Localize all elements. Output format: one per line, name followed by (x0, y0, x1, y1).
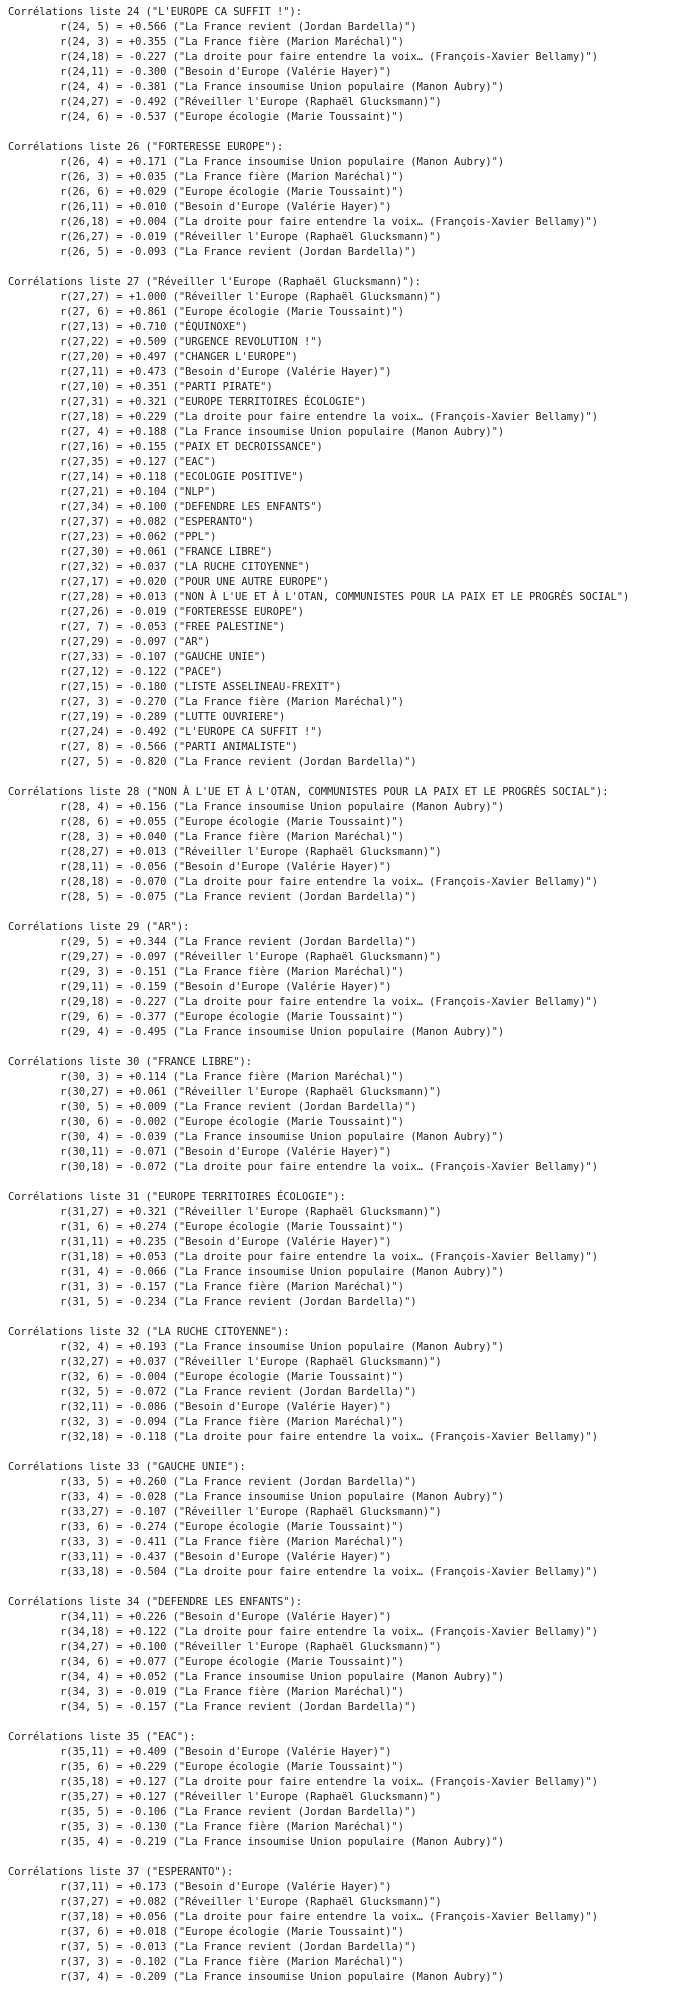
block-header: Corrélations liste 27 ("Réveiller l'Europe (Raphaël Glucksmann)"): (8, 276, 421, 288)
correlation-line: r(27,28) = +0.013 ("NON À L'UE ET À L'OTAN, COMMUNISTES POUR LA PAIX ET LE PROGRÈS SOCIAL") (60, 591, 630, 603)
block-header: Corrélations liste 24 ("L'EUROPE CA SUFFIT !"): (8, 6, 303, 18)
correlation-line: r(27, 7) = -0.053 ("FREE PALESTINE") (60, 621, 286, 633)
block-header: Corrélations liste 31 ("EUROPE TERRITOIRES ÉCOLOGIE"): (8, 1191, 346, 1203)
correlation-line: r(27,37) = +0.082 ("ESPERANTO") (60, 516, 254, 528)
block-header: Corrélations liste 33 ("GAUCHE UNIE"): (8, 1461, 246, 1473)
correlation-line: r(27, 4) = +0.188 ("La France insoumise Union populaire (Manon Aubry)") (60, 426, 505, 438)
correlation-line: r(27, 3) = -0.270 ("La France fière (Marion Maréchal)") (60, 696, 405, 708)
correlation-line: r(28,11) = -0.056 ("Besoin d'Europe (Valérie Hayer)") (60, 861, 392, 873)
correlation-line: r(34, 4) = +0.052 ("La France insoumise Union populaire (Manon Aubry)") (60, 1671, 505, 1683)
correlation-line: r(29,11) = -0.159 ("Besoin d'Europe (Valérie Hayer)") (60, 981, 392, 993)
correlation-line: r(29, 5) = +0.344 ("La France revient (Jordan Bardella)") (60, 936, 417, 948)
correlation-line: r(28,27) = +0.013 ("Réveiller l'Europe (Raphaël Glucksmann)") (60, 846, 442, 858)
correlation-line: r(27,23) = +0.062 ("PPL") (60, 531, 217, 543)
correlation-listing (8, 5, 629, 2000)
correlation-line: r(27,22) = +0.509 ("URGENCE REVOLUTION !") (60, 336, 323, 348)
correlation-line: r(37, 3) = -0.102 ("La France fière (Marion Maréchal)") (60, 1956, 405, 1968)
correlation-line: r(24,11) = -0.300 ("Besoin d'Europe (Valérie Hayer)") (60, 66, 392, 78)
correlation-line: r(27,18) = +0.229 ("La droite pour faire entendre la voix… (François-Xavier Bellamy)") (60, 411, 598, 423)
correlation-line: r(27, 8) = -0.566 ("PARTI ANIMALISTE") (60, 741, 298, 753)
correlation-line: r(35,11) = +0.409 ("Besoin d'Europe (Valérie Hayer)") (60, 1746, 392, 1758)
correlation-line: r(27,13) = +0.710 ("ÉQUINOXE") (60, 321, 248, 333)
correlation-line: r(35,18) = +0.127 ("La droite pour faire entendre la voix… (François-Xavier Bellamy)") (60, 1776, 598, 1788)
correlation-line: r(24, 6) = -0.537 ("Europe écologie (Marie Toussaint)") (60, 111, 405, 123)
correlation-block (8, 920, 629, 1040)
correlation-line: r(31, 5) = -0.234 ("La France revient (Jordan Bardella)") (60, 1296, 417, 1308)
correlation-line: r(26, 5) = -0.093 ("La France revient (Jordan Bardella)") (60, 246, 417, 258)
correlation-block (8, 785, 629, 905)
correlation-line: r(30,18) = -0.072 ("La droite pour faire entendre la voix… (François-Xavier Bellamy)") (60, 1161, 598, 1173)
correlation-line: r(27,27) = +1.000 ("Réveiller l'Europe (Raphaël Glucksmann)") (60, 291, 442, 303)
correlation-line: r(33,11) = -0.437 ("Besoin d'Europe (Valérie Hayer)") (60, 1551, 392, 1563)
correlation-block (8, 1865, 629, 1985)
correlation-line: r(27, 5) = -0.820 ("La France revient (Jordan Bardella)") (60, 756, 417, 768)
correlation-line: r(26,18) = +0.004 ("La droite pour faire entendre la voix… (François-Xavier Bellamy)") (60, 216, 598, 228)
correlation-block (8, 1055, 629, 1175)
correlation-line: r(30, 3) = +0.114 ("La France fière (Marion Maréchal)") (60, 1071, 405, 1083)
correlation-block (8, 140, 629, 260)
correlation-line: r(37, 4) = -0.209 ("La France insoumise Union populaire (Manon Aubry)") (60, 1971, 505, 1983)
correlation-line: r(27,12) = -0.122 ("PACE") (60, 666, 223, 678)
correlation-line: r(34, 6) = +0.077 ("Europe écologie (Marie Toussaint)") (60, 1656, 405, 1668)
correlation-block (8, 5, 629, 125)
correlation-line: r(30,27) = +0.061 ("Réveiller l'Europe (Raphaël Glucksmann)") (60, 1086, 442, 1098)
correlation-line: r(24, 4) = -0.381 ("La France insoumise Union populaire (Manon Aubry)") (60, 81, 505, 93)
correlation-line: r(24, 5) = +0.566 ("La France revient (Jordan Bardella)") (60, 21, 417, 33)
correlation-line: r(33, 6) = -0.274 ("Europe écologie (Marie Toussaint)") (60, 1521, 405, 1533)
correlation-line: r(35, 5) = -0.106 ("La France revient (Jordan Bardella)") (60, 1806, 417, 1818)
correlation-line: r(28, 6) = +0.055 ("Europe écologie (Marie Toussaint)") (60, 816, 405, 828)
correlation-line: r(28,18) = -0.070 ("La droite pour faire entendre la voix… (François-Xavier Bellamy)") (60, 876, 598, 888)
correlation-line: r(35,27) = +0.127 ("Réveiller l'Europe (Raphaël Glucksmann)") (60, 1791, 442, 1803)
correlation-block (8, 275, 629, 770)
correlation-line: r(32, 3) = -0.094 ("La France fière (Marion Maréchal)") (60, 1416, 405, 1428)
correlation-line: r(31,18) = +0.053 ("La droite pour faire entendre la voix… (François-Xavier Bellamy)") (60, 1251, 598, 1263)
correlation-line: r(30,11) = -0.071 ("Besoin d'Europe (Valérie Hayer)") (60, 1146, 392, 1158)
correlation-line: r(28, 3) = +0.040 ("La France fière (Marion Maréchal)") (60, 831, 405, 843)
correlation-block (8, 1325, 629, 1445)
correlation-line: r(29,18) = -0.227 ("La droite pour faire entendre la voix… (François-Xavier Bellamy)") (60, 996, 598, 1008)
correlation-line: r(27,34) = +0.100 ("DEFENDRE LES ENFANTS") (60, 501, 323, 513)
correlation-line: r(30, 5) = +0.009 ("La France revient (Jordan Bardella)") (60, 1101, 417, 1113)
correlation-line: r(35, 4) = -0.219 ("La France insoumise Union populaire (Manon Aubry)") (60, 1836, 505, 1848)
block-header: Corrélations liste 35 ("EAC"): (8, 1731, 196, 1743)
correlation-line: r(24,18) = -0.227 ("La droite pour faire entendre la voix… (François-Xavier Bellamy)") (60, 51, 598, 63)
correlation-line: r(29,27) = -0.097 ("Réveiller l'Europe (Raphaël Glucksmann)") (60, 951, 442, 963)
block-header: Corrélations liste 34 ("DEFENDRE LES ENFANTS"): (8, 1596, 303, 1608)
correlation-line: r(31,27) = +0.321 ("Réveiller l'Europe (Raphaël Glucksmann)") (60, 1206, 442, 1218)
correlation-block (8, 1595, 629, 1715)
block-header: Corrélations liste 32 ("LA RUCHE CITOYENNE"): (8, 1326, 290, 1338)
correlation-line: r(37, 5) = -0.013 ("La France revient (Jordan Bardella)") (60, 1941, 417, 1953)
block-header: Corrélations liste 28 ("NON À L'UE ET À L'OTAN, COMMUNISTES POUR LA PAIX ET LE PROGRÈS SOCIAL"): (8, 786, 609, 798)
correlation-line: r(29, 4) = -0.495 ("La France insoumise Union populaire (Manon Aubry)") (60, 1026, 505, 1038)
correlation-line: r(27,32) = +0.037 ("LA RUCHE CITOYENNE") (60, 561, 311, 573)
correlation-line: r(33,18) = -0.504 ("La droite pour faire entendre la voix… (François-Xavier Bellamy)") (60, 1566, 598, 1578)
correlation-line: r(34, 5) = -0.157 ("La France revient (Jordan Bardella)") (60, 1701, 417, 1713)
correlation-line: r(33, 4) = -0.028 ("La France insoumise Union populaire (Manon Aubry)") (60, 1491, 505, 1503)
correlation-line: r(27,16) = +0.155 ("PAIX ET DECROISSANCE") (60, 441, 323, 453)
correlation-block (8, 1730, 629, 1850)
correlation-line: r(26,11) = +0.010 ("Besoin d'Europe (Valérie Hayer)") (60, 201, 392, 213)
correlation-line: r(27,26) = -0.019 ("FORTERESSE EUROPE") (60, 606, 304, 618)
correlation-line: r(27,17) = +0.020 ("POUR UNE AUTRE EUROPE") (60, 576, 329, 588)
correlation-line: r(34,27) = +0.100 ("Réveiller l'Europe (Raphaël Glucksmann)") (60, 1641, 442, 1653)
correlation-line: r(27,11) = +0.473 ("Besoin d'Europe (Valérie Hayer)") (60, 366, 392, 378)
correlation-line: r(32,27) = +0.037 ("Réveiller l'Europe (Raphaël Glucksmann)") (60, 1356, 442, 1368)
correlation-line: r(32,11) = -0.086 ("Besoin d'Europe (Valérie Hayer)") (60, 1401, 392, 1413)
correlation-line: r(32, 6) = -0.004 ("Europe écologie (Marie Toussaint)") (60, 1371, 405, 1383)
correlation-line: r(27,15) = -0.180 ("LISTE ASSELINEAU-FREXIT") (60, 681, 342, 693)
correlation-line: r(27,21) = +0.104 ("NLP") (60, 486, 217, 498)
correlation-line: r(26, 6) = +0.029 ("Europe écologie (Marie Toussaint)") (60, 186, 405, 198)
correlation-line: r(33,27) = -0.107 ("Réveiller l'Europe (Raphaël Glucksmann)") (60, 1506, 442, 1518)
correlation-line: r(27,33) = -0.107 ("GAUCHE UNIE") (60, 651, 267, 663)
correlation-line: r(32, 5) = -0.072 ("La France revient (Jordan Bardella)") (60, 1386, 417, 1398)
correlation-line: r(24, 3) = +0.355 ("La France fière (Marion Maréchal)") (60, 36, 405, 48)
correlation-line: r(34, 3) = -0.019 ("La France fière (Marion Maréchal)") (60, 1686, 405, 1698)
correlation-block (8, 1190, 629, 1310)
correlation-line: r(31, 4) = -0.066 ("La France insoumise Union populaire (Manon Aubry)") (60, 1266, 505, 1278)
correlation-line: r(35, 3) = -0.130 ("La France fière (Marion Maréchal)") (60, 1821, 405, 1833)
correlation-line: r(27,30) = +0.061 ("FRANCE LIBRE") (60, 546, 273, 558)
correlation-line: r(27,35) = +0.127 ("EAC") (60, 456, 217, 468)
correlation-line: r(27,10) = +0.351 ("PARTI PIRATE") (60, 381, 273, 393)
block-header: Corrélations liste 29 ("AR"): (8, 921, 190, 933)
correlation-line: r(31, 6) = +0.274 ("Europe écologie (Marie Toussaint)") (60, 1221, 405, 1233)
correlation-block (8, 1460, 629, 1580)
correlation-line: r(30, 4) = -0.039 ("La France insoumise Union populaire (Manon Aubry)") (60, 1131, 505, 1143)
correlation-line: r(37, 6) = +0.018 ("Europe écologie (Marie Toussaint)") (60, 1926, 405, 1938)
correlation-line: r(29, 6) = -0.377 ("Europe écologie (Marie Toussaint)") (60, 1011, 405, 1023)
correlation-line: r(34,11) = +0.226 ("Besoin d'Europe (Valérie Hayer)") (60, 1611, 392, 1623)
correlation-line: r(27,19) = -0.289 ("LUTTE OUVRIERE") (60, 711, 286, 723)
correlation-line: r(37,27) = +0.082 ("Réveiller l'Europe (Raphaël Glucksmann)") (60, 1896, 442, 1908)
correlation-line: r(27,29) = -0.097 ("AR") (60, 636, 211, 648)
block-header: Corrélations liste 30 ("FRANCE LIBRE"): (8, 1056, 252, 1068)
block-header: Corrélations liste 26 ("FORTERESSE EUROPE"): (8, 141, 284, 153)
correlation-line: r(33, 3) = -0.411 ("La France fière (Marion Maréchal)") (60, 1536, 405, 1548)
correlation-line: r(27,14) = +0.118 ("ECOLOGIE POSITIVE") (60, 471, 304, 483)
correlation-line: r(33, 5) = +0.260 ("La France revient (Jordan Bardella)") (60, 1476, 417, 1488)
correlation-line: r(31, 3) = -0.157 ("La France fière (Marion Maréchal)") (60, 1281, 405, 1293)
correlation-line: r(24,27) = -0.492 ("Réveiller l'Europe (Raphaël Glucksmann)") (60, 96, 442, 108)
correlation-line: r(37,18) = +0.056 ("La droite pour faire entendre la voix… (François-Xavier Bellamy)") (60, 1911, 598, 1923)
block-header: Corrélations liste 37 ("ESPERANTO"): (8, 1866, 234, 1878)
correlation-line: r(27, 6) = +0.861 ("Europe écologie (Marie Toussaint)") (60, 306, 405, 318)
correlation-line: r(28, 5) = -0.075 ("La France revient (Jordan Bardella)") (60, 891, 417, 903)
correlation-line: r(34,18) = +0.122 ("La droite pour faire entendre la voix… (François-Xavier Bellamy)") (60, 1626, 598, 1638)
correlation-line: r(26,27) = -0.019 ("Réveiller l'Europe (Raphaël Glucksmann)") (60, 231, 442, 243)
correlation-line: r(28, 4) = +0.156 ("La France insoumise Union populaire (Manon Aubry)") (60, 801, 505, 813)
correlation-line: r(29, 3) = -0.151 ("La France fière (Marion Maréchal)") (60, 966, 405, 978)
correlation-line: r(27,20) = +0.497 ("CHANGER L'EUROPE") (60, 351, 298, 363)
correlation-line: r(35, 6) = +0.229 ("Europe écologie (Marie Toussaint)") (60, 1761, 405, 1773)
correlation-line: r(26, 4) = +0.171 ("La France insoumise Union populaire (Manon Aubry)") (60, 156, 505, 168)
correlation-line: r(37,11) = +0.173 ("Besoin d'Europe (Valérie Hayer)") (60, 1881, 392, 1893)
correlation-line: r(26, 3) = +0.035 ("La France fière (Marion Maréchal)") (60, 171, 405, 183)
correlation-line: r(32,18) = -0.118 ("La droite pour faire entendre la voix… (François-Xavier Bellamy)") (60, 1431, 598, 1443)
correlation-line: r(27,24) = -0.492 ("L'EUROPE CA SUFFIT !") (60, 726, 323, 738)
correlation-line: r(27,31) = +0.321 ("EUROPE TERRITOIRES ÉCOLOGIE") (60, 396, 367, 408)
correlation-line: r(31,11) = +0.235 ("Besoin d'Europe (Valérie Hayer)") (60, 1236, 392, 1248)
correlation-line: r(32, 4) = +0.193 ("La France insoumise Union populaire (Manon Aubry)") (60, 1341, 505, 1353)
correlation-line: r(30, 6) = -0.002 ("Europe écologie (Marie Toussaint)") (60, 1116, 405, 1128)
